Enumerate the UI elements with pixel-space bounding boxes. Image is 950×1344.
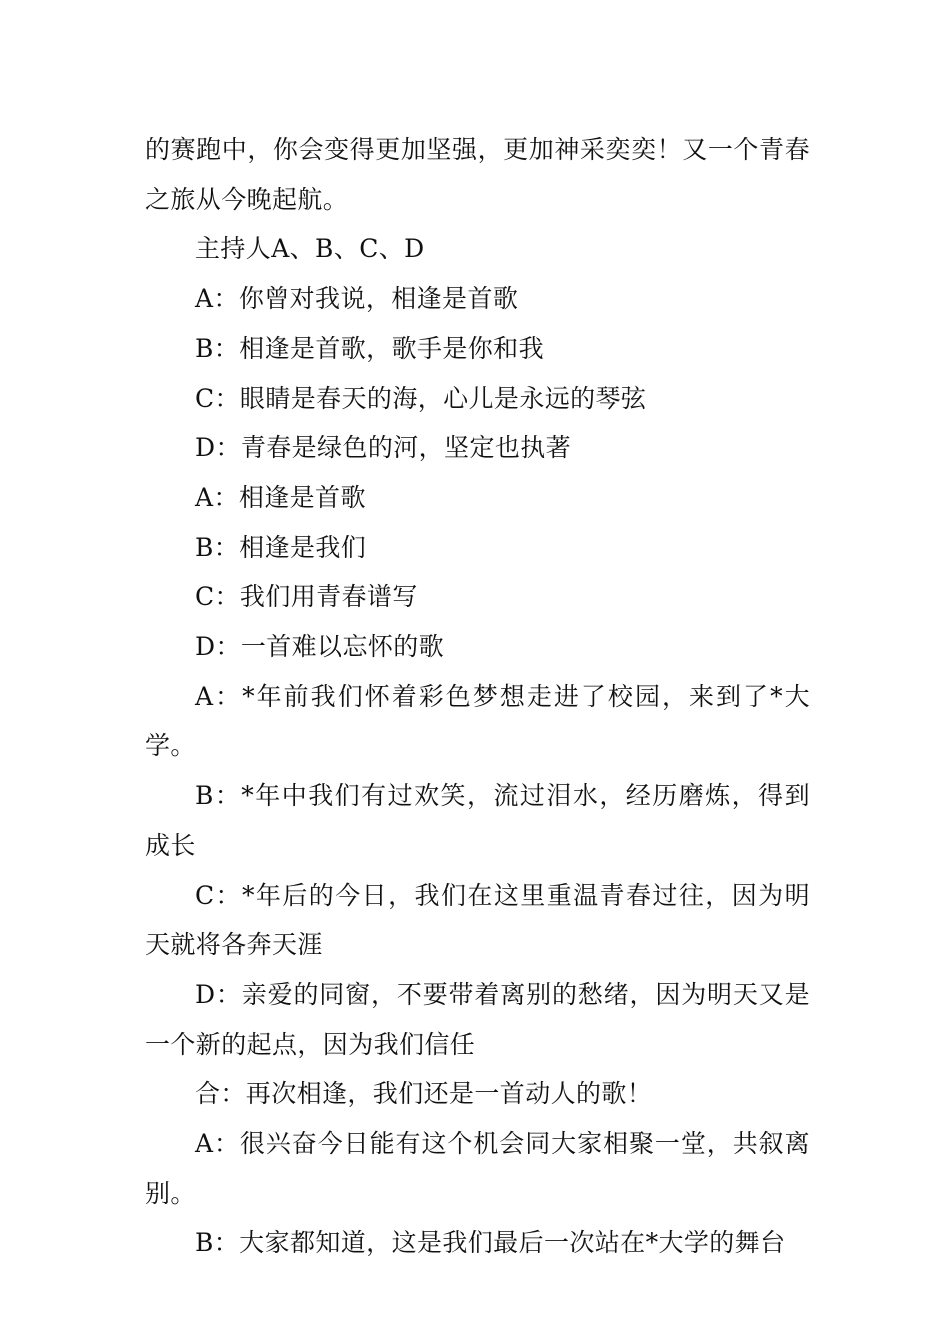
paragraph-5: C：眼睛是春天的海，心儿是永远的琴弦 [195,383,647,413]
paragraph-9: C：我们用青春谱写 [195,582,418,612]
paragraph-11: A：*年前我们怀着彩色梦想走进了校园，来到了*大学。 [145,681,810,761]
paragraph-15: 合：再次相逢，我们还是一首动人的歌！ [195,1079,653,1109]
paragraph-14: D：亲爱的同窗，不要带着离别的愁绪，因为明天又是一个新的起点，因为我们信任 [145,979,810,1059]
paragraph-7: A：相逢是首歌 [195,482,366,512]
paragraph-1: 的赛跑中，你会变得更加坚强，更加神采奕奕！又一个青春之旅从今晚起航。 [145,135,810,214]
paragraph-6: D：青春是绿色的河，坚定也执著 [195,433,572,463]
paragraph-4: B：相逢是首歌，歌手是你和我 [195,333,544,363]
paragraph-3: A：你曾对我说，相逢是首歌 [195,284,519,314]
paragraph-10: D：一首难以忘怀的歌 [195,632,445,662]
paragraph-12: B：*年中我们有过欢笑，流过泪水，经历磨炼，得到成长 [145,781,810,860]
paragraph-16: A：很兴奋今日能有这个机会同大家相聚一堂，共叙离别。 [145,1129,810,1208]
paragraph-8: B：相逢是我们 [195,532,367,562]
document-body [145,125,810,1268]
paragraph-13: C：*年后的今日，我们在这里重温青春过往，因为明天就将各奔天涯 [145,880,810,960]
paragraph-17: B：大家都知道，这是我们最后一次站在*大学的舞台 [195,1228,786,1258]
paragraph-2: 主持人A、B、C、D [195,234,425,264]
